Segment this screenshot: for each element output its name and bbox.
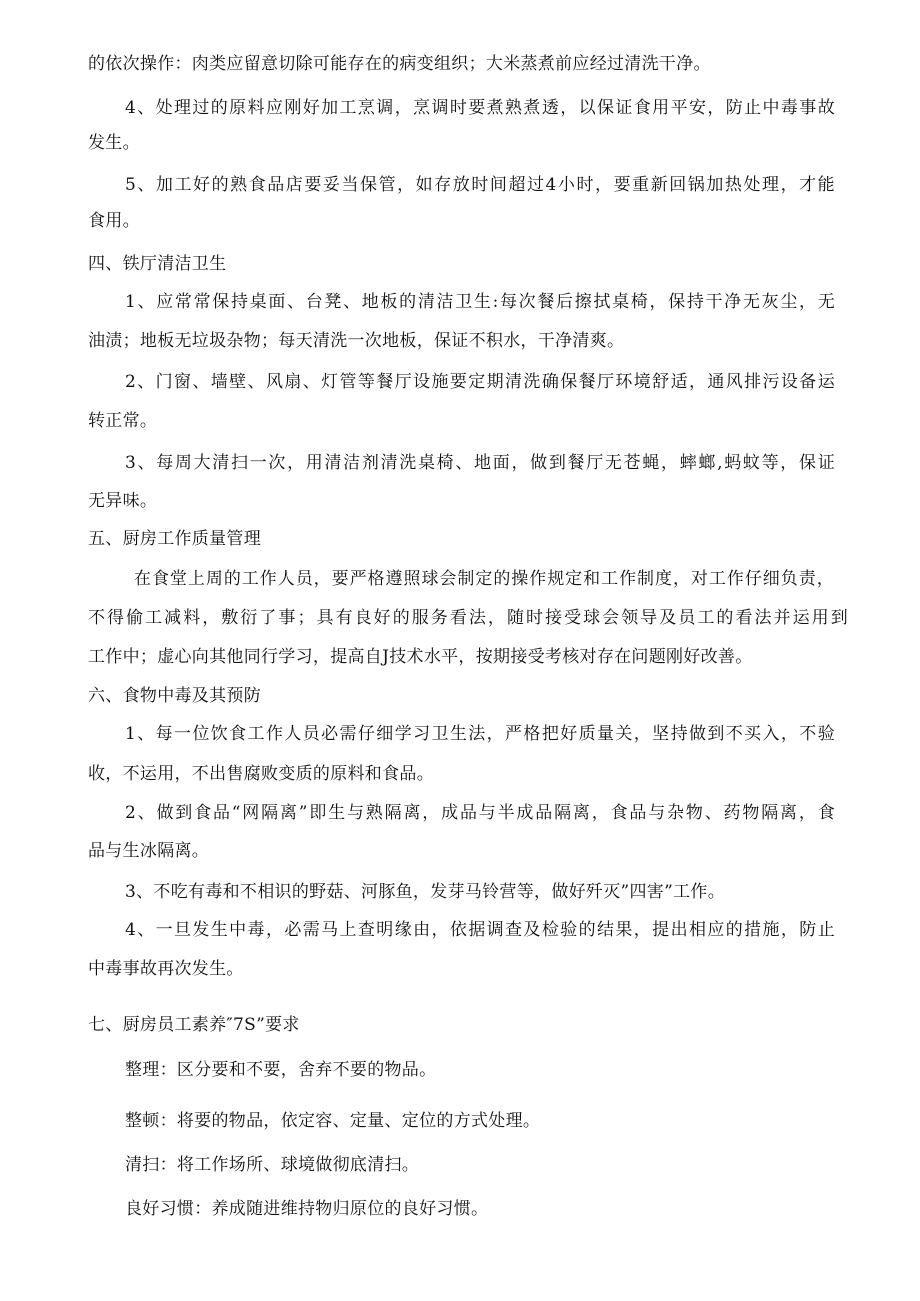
- section6-item1-line1: 1、每一位饮食工作人员必需仔细学习卫生法，严格把好质量关，坚持做到不买入，不验: [125, 724, 835, 744]
- section5-para-line2: 不得偷工减料，敷衍了事；具有良好的服务看法，随时接受球会领导及员工的看法并运用到: [88, 608, 848, 628]
- section4-heading: 四、铁厅清洁卫生: [88, 254, 227, 274]
- section5-heading: 五、厨房工作质量管理: [88, 529, 261, 549]
- section7-item-habit: 良好习惯：养成随进维持物归原位的良好习惯。: [125, 1199, 489, 1219]
- section7-item-sort: 整理：区分要和不要，舍弃不要的物品。: [125, 1060, 437, 1080]
- section3-item4-line1: 4、处理过的原料应刚好加工烹调，烹调时要煮熟煮透，以保证食用平安，防止中毒事故: [125, 98, 835, 118]
- section7-heading: 七、厨房员工素养″7S”要求: [88, 1015, 300, 1035]
- section6-item2-line1: 2、做到食品“网隔离”即生与熟隔离，成品与半成品隔离，食品与杂物、药物隔离，食: [125, 803, 835, 823]
- section7-item-shine: 清扫：将工作场所、球境做彻底清扫。: [125, 1155, 420, 1175]
- section4-item2-line2: 转正常。: [88, 411, 158, 431]
- section6-item3-line1: 3、不吃有毒和不相识的野菇、河豚鱼，发芽马铃营等，做好歼灭”四害”工作。: [125, 882, 725, 902]
- section3-item5-line2: 食用。: [88, 211, 140, 231]
- section4-item1-line1: 1、应常常保持桌面、台凳、地板的清洁卫生:每次餐后擦拭桌椅，保持干净无灰尘，无: [125, 292, 835, 312]
- section6-item2-line2: 品与生冰隔离。: [88, 841, 210, 861]
- section6-item4-line2: 中毒事故再次发生。: [88, 959, 244, 979]
- section4-item2-line1: 2、门窗、墙壁、风扇、灯管等餐厅设施要定期清洗确保餐厅环境舒适，通风排污设备运: [125, 372, 835, 392]
- section3-item5-line1: 5、加工好的熟食品店要妥当保管，如存放时间超过4小时，要重新回锅加热处理，才能: [125, 175, 835, 195]
- section6-item4-line1: 4、一旦发生中毒，必需马上查明缘由，依据调查及检验的结果，提出相应的措施，防止: [125, 920, 835, 940]
- section3-item4-line2: 发生。: [88, 133, 140, 153]
- section3-intro-tail: 的依次操作：肉类应留意切除可能存在的病变组织；大米蒸煮前应经过清洗干净。: [88, 54, 711, 74]
- section5-para-line3: 工作中；虚心向其他同行学习，提高自J技术水平，按期接受考核对存在问题刚好改善。: [88, 647, 753, 667]
- section6-heading: 六、食物中毒及其预防: [88, 686, 261, 706]
- section4-item1-line2: 油渍；地板无垃圾杂物；每天清洗一次地板，保证不积水，干净清爽。: [88, 331, 625, 351]
- section5-para-line1: 在食堂上周的工作人员，要严格遵照球会制定的操作规定和工作制度，对工作仔细负责，: [134, 569, 834, 589]
- section6-item1-line2: 收，不运用，不出售腐败变质的原料和食品。: [88, 764, 434, 784]
- section4-item3-line1: 3、每周大清扫一次，用清洁剂清洗桌椅、地面，做到餐厅无苍蝇，蟀螂,蚂蚊等，保证: [125, 453, 835, 473]
- section7-item-set-in-order: 整顿：将要的物品，依定容、定量、定位的方式处理。: [125, 1111, 541, 1131]
- section4-item3-line2: 无异味。: [88, 491, 158, 511]
